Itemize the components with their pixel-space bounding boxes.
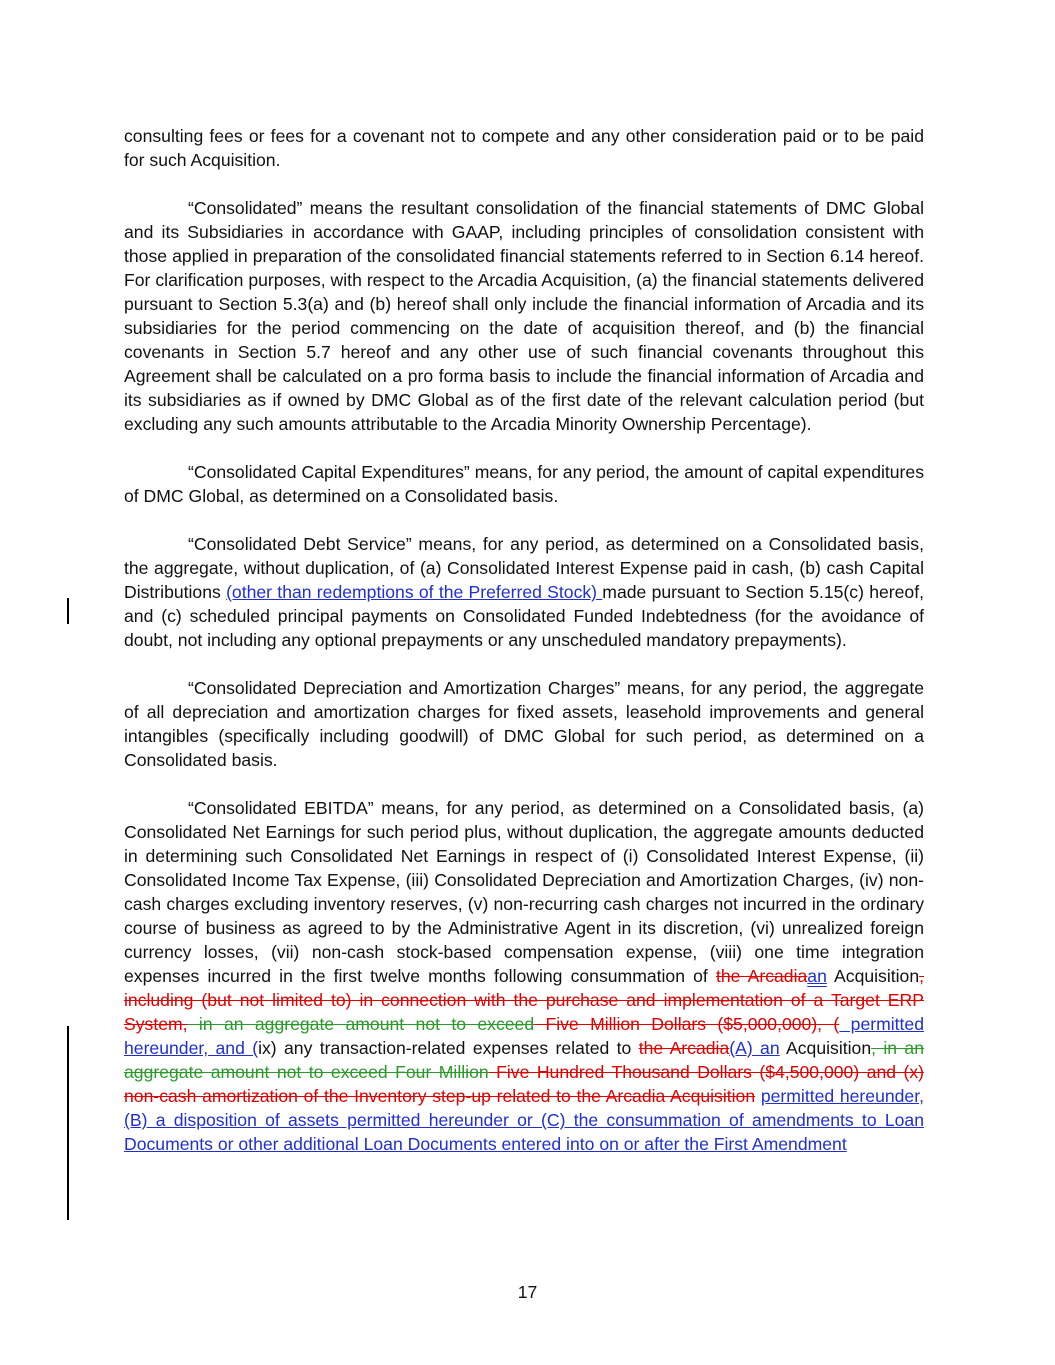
inserted-text: an [807,966,827,986]
inserted-text: (A) an [729,1038,780,1058]
paragraph-acquisition-continuation: consulting fees or fees for a covenant not to compete and any other consideration paid or to be paid for such Acquisition. [124,126,924,170]
text-run: “Consolidated EBITDA” means, for any period, as determined on a Consolidated basis, (a) Consolidated Net Earnings for such period plus, without duplication, the aggregate amounts deducted in determining such Consolidated Net Earnings in respect of (i) Consolidated Interest Expense, (ii) Consolidated Income Tax Expense, (iii) Consolidated Depreciation and Amortization Charges, (iv) non-cash charges excluding inventory reserves, (v) non-recurring cash charges not incurred in the ordinary course of business as agreed to by the Administrative Agent in its discretion, (vi) unrealized foreign currency losses, (vii) non-cash stock-based compensation expense, (viii) one time integration expenses incurred in the first twelve months following consummation of [124,798,924,986]
definition-consolidated-debt-service [124,532,924,652]
moved-deleted-text: , in an aggregate amount not to exceed Four Million [124,1038,924,1082]
moved-deleted-text: in an aggregate amount not to exceed [187,1014,535,1034]
deleted-text: Five Hundred Thousand Dollars ($4,500,000) and (x) non-cash amortization of the Inventory step-up related to the Arcadia Acquisition [124,1062,924,1106]
deleted-text: the Arcadia [715,966,808,986]
text-run: made pursuant to Section 5.15(c) hereof, and (c) scheduled principal payments on Consolidated Funded Indebtedness (for the avoidance of doubt, not including any optional prepayments or any unscheduled mandatory prepayments). [124,582,924,650]
definition-consolidated-ebitda [124,796,924,1156]
definition-consolidated-depreciation: “Consolidated Depreciation and Amortization Charges” means, for any period, the aggregate of all depreciation and amortization charges for fixed assets, leasehold improvements and general intangibles (specifically including goodwill) of DMC Global for such period, as determined on a Consolidated basis. [124,678,924,770]
page-number: 17 [517,1282,538,1302]
text-run: “Consolidated Debt Service” means, for any period, as determined on a Consolidated basis, the aggregate, without duplication, of (a) Consolidated Interest Expense paid in cash, (b) cash Capital Distributions [124,534,924,602]
deleted-text: the Arcadia [638,1038,730,1058]
inserted-text: (other than redemptions of the Preferred Stock) [226,582,603,602]
inserted-text: permitted hereunder, and ( [124,1014,924,1058]
inserted-text: permitted hereunder, (B) a disposition of assets permitted hereunder or (C) the consummation of amendments to Loan Documents or other additional Loan Documents entered into on or after the First Amendment [124,1086,924,1154]
text-run: Acquisition [826,966,920,986]
definition-consolidated: “Consolidated” means the resultant consolidation of the financial statements of DMC Global and its Subsidiaries in accordance with GAAP, including principles of consolidation consistent with those applied in preparation of the consolidated financial statements referred to in Section 6.14 hereof. For clarification purposes, with respect to the Arcadia Acquisition, (a) the financial statements delivered pursuant to Section 5.3(a) and (b) hereof shall only include the financial information of Arcadia and its subsidiaries for the period commencing on the date of acquisition thereof, and (b) the financial covenants in Section 5.7 hereof and any other use of such financial covenants throughout this Agreement shall be calculated on a pro forma basis to include the financial information of Arcadia and its subsidiaries as if owned by DMC Global as of the first date of the relevant calculation period (but excluding any such amounts attributable to the Arcadia Minority Ownership Percentage). [124,198,924,434]
change-bar-consolidated-ebitda [67,1026,69,1220]
definition-consolidated-capital-expenditures: “Consolidated Capital Expenditures” means, for any period, the amount of capital expenditures of DMC Global, as determined on a Consolidated basis. [124,462,924,506]
deleted-text: , including (but not limited to) in connection with the purchase and implementation of a Target ERP System, [124,966,925,1034]
text-run: Acquisition [779,1038,872,1058]
change-bar-consolidated-debt-service [67,598,69,624]
deleted-text: Five Million Dollars ($5,000,000), ( [534,1014,840,1034]
document-page [124,124,924,1180]
text-run: ix) any transaction-related expenses related to [258,1038,639,1058]
